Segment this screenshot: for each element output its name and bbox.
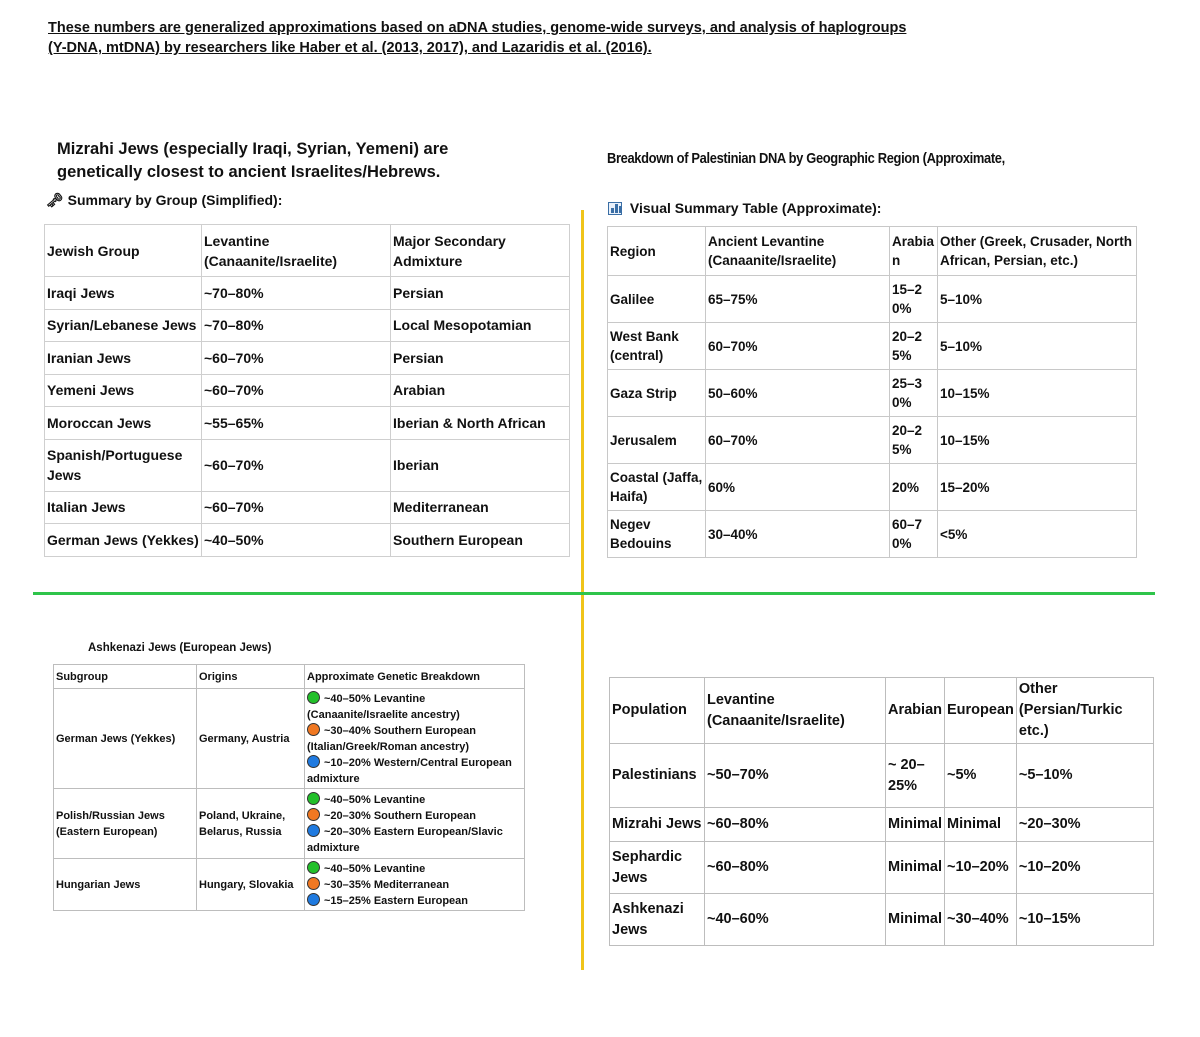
table-cell: 25–30% — [890, 370, 938, 417]
table-cell: ~60–80% — [705, 808, 886, 842]
table-row — [45, 309, 570, 342]
palestinian-heading: Breakdown of Palestinian DNA by Geographic Region (Approximate, — [607, 150, 1005, 167]
subgroup-cell: German Jews (Yekkes) — [54, 689, 197, 789]
population-comparison-table — [609, 677, 1154, 946]
table-cell: ~60–70% — [202, 491, 391, 524]
mizrahi-heading: Mizrahi Jews (especially Iraqi, Syrian, Yemeni) are genetically closest to ancient Israelites/Hebrews. — [57, 140, 449, 181]
ashkenazi-heading: Ashkenazi Jews (European Jews) — [88, 642, 272, 654]
breakdown-text: ~15–25% Eastern European — [324, 894, 468, 907]
table-cell: Minimal — [945, 808, 1017, 842]
table-row — [45, 374, 570, 407]
table-cell: 50–60% — [706, 370, 890, 417]
table-cell: 10–15% — [938, 370, 1137, 417]
column-header: Population — [610, 678, 705, 744]
table-cell: ~60–70% — [202, 374, 391, 407]
table-cell: ~40–60% — [705, 894, 886, 946]
table-cell: Iraqi Jews — [45, 277, 202, 310]
table-cell: Palestinians — [610, 744, 705, 808]
subgroup-cell: Hungarian Jews — [54, 859, 197, 911]
visual-summary-heading — [608, 200, 881, 216]
table-row — [610, 744, 1154, 808]
table-cell: 20–25% — [890, 323, 938, 370]
table-cell: Moroccan Jews — [45, 407, 202, 440]
orange-circle-icon — [307, 808, 320, 821]
table-cell: Arabian — [391, 374, 570, 407]
table-row — [54, 789, 525, 859]
table-cell: ~40–50% — [202, 524, 391, 557]
table-cell: 20% — [890, 464, 938, 511]
blue-circle-icon — [307, 824, 320, 837]
table-cell: Iranian Jews — [45, 342, 202, 375]
column-header: Subgroup — [54, 665, 197, 689]
column-header: Other (Persian/Turkic etc.) — [1016, 678, 1153, 744]
source-note: These numbers are generalized approximations based on aDNA studies, genome-wide surveys, and analysis of haplogroups (Y-DNA, mtDNA) by researchers like Haber et al. (2013, 2017), and Lazaridis et al. (2016). — [48, 20, 907, 56]
breakdown-text: ~40–50% Levantine — [324, 862, 426, 875]
breakdown-item — [307, 808, 522, 824]
table-row — [610, 808, 1154, 842]
green-circle-icon — [307, 792, 320, 805]
column-header: Levantine (Canaanite/Israelite) — [705, 678, 886, 744]
table-cell: Mizrahi Jews — [610, 808, 705, 842]
blue-circle-icon — [307, 755, 320, 768]
ashkenazi-table — [53, 664, 525, 911]
column-header: Other (Greek, Crusader, North African, Persian, etc.) — [938, 227, 1137, 276]
table-row — [610, 842, 1154, 894]
green-circle-icon — [307, 691, 320, 704]
jewish-groups-table — [44, 224, 570, 557]
table-cell: Ashkenazi Jews — [610, 894, 705, 946]
breakdown-item — [307, 755, 522, 787]
breakdown-item — [307, 861, 522, 877]
key-icon: 🗝 — [46, 192, 64, 208]
table-cell: Minimal — [886, 808, 945, 842]
table-cell: ~70–80% — [202, 309, 391, 342]
breakdown-item — [307, 824, 522, 856]
breakdown-text: ~20–30% Eastern European/Slavic admixture — [307, 825, 503, 854]
breakdown-text: ~40–50% Levantine — [324, 793, 426, 806]
table-cell: ~10–20% — [945, 842, 1017, 894]
table-cell: ~10–20% — [1016, 842, 1153, 894]
orange-circle-icon — [307, 877, 320, 890]
table-cell: ~70–80% — [202, 277, 391, 310]
breakdown-text: ~20–30% Southern European — [324, 809, 476, 822]
table-cell: ~55–65% — [202, 407, 391, 440]
table-cell: Persian — [391, 342, 570, 375]
table-cell: Iberian — [391, 439, 570, 491]
table-cell: Syrian/Lebanese Jews — [45, 309, 202, 342]
palestinian-regions-table — [607, 226, 1137, 558]
table-cell: Minimal — [886, 842, 945, 894]
origins-cell: Germany, Austria — [197, 689, 305, 789]
summary-heading — [46, 192, 282, 209]
table-cell: Negev Bedouins — [608, 511, 706, 558]
table-cell: Southern European — [391, 524, 570, 557]
table-cell: Sephardic Jews — [610, 842, 705, 894]
column-header: Ancient Levantine (Canaanite/Israelite) — [706, 227, 890, 276]
table-cell: <5% — [938, 511, 1137, 558]
table-cell: Italian Jews — [45, 491, 202, 524]
column-header: Arabian — [886, 678, 945, 744]
table-cell: ~5% — [945, 744, 1017, 808]
table-cell: Galilee — [608, 276, 706, 323]
breakdown-item — [307, 723, 522, 755]
breakdown-cell — [305, 789, 525, 859]
table-cell: 20–25% — [890, 417, 938, 464]
breakdown-cell — [305, 689, 525, 789]
table-cell: 60–70% — [706, 417, 890, 464]
table-cell: Mediterranean — [391, 491, 570, 524]
table-cell: ~60–70% — [202, 342, 391, 375]
table-row — [45, 439, 570, 491]
column-header: Approximate Genetic Breakdown — [305, 665, 525, 689]
origins-cell: Poland, Ukraine, Belarus, Russia — [197, 789, 305, 859]
table-cell: ~ 20–25% — [886, 744, 945, 808]
breakdown-item — [307, 792, 522, 808]
table-cell: ~60–80% — [705, 842, 886, 894]
table-cell: Jerusalem — [608, 417, 706, 464]
table-cell: Coastal (Jaffa, Haifa) — [608, 464, 706, 511]
table-cell: ~10–15% — [1016, 894, 1153, 946]
table-cell: 15–20% — [890, 276, 938, 323]
column-header: Levantine (Canaanite/Israelite) — [202, 225, 391, 277]
column-header: Origins — [197, 665, 305, 689]
column-header: Arabian — [890, 227, 938, 276]
table-cell: ~30–40% — [945, 894, 1017, 946]
summary-heading-text: Summary by Group (Simplified): — [67, 192, 283, 208]
vertical-divider — [581, 210, 584, 970]
table-cell: Iberian & North African — [391, 407, 570, 440]
table-cell: 15–20% — [938, 464, 1137, 511]
breakdown-text: ~40–50% Levantine (Canaanite/Israelite ancestry) — [307, 692, 460, 721]
table-row — [608, 276, 1137, 323]
blue-circle-icon — [307, 893, 320, 906]
horizontal-divider — [33, 592, 1155, 595]
table-row — [54, 689, 525, 789]
table-cell: 60–70% — [890, 511, 938, 558]
breakdown-cell — [305, 859, 525, 911]
table-cell: 30–40% — [706, 511, 890, 558]
table-row — [610, 894, 1154, 946]
column-header: European — [945, 678, 1017, 744]
table-row — [608, 511, 1137, 558]
table-cell: Persian — [391, 277, 570, 310]
table-cell: 5–10% — [938, 323, 1137, 370]
table-cell: 10–15% — [938, 417, 1137, 464]
breakdown-text: ~30–35% Mediterranean — [324, 878, 450, 891]
table-cell: 65–75% — [706, 276, 890, 323]
table-cell: Minimal — [886, 894, 945, 946]
column-header: Region — [608, 227, 706, 276]
table-cell: 60% — [706, 464, 890, 511]
table-cell: ~5–10% — [1016, 744, 1153, 808]
table-row — [45, 407, 570, 440]
breakdown-item — [307, 877, 522, 893]
green-circle-icon — [307, 861, 320, 874]
table-cell: ~50–70% — [705, 744, 886, 808]
table-row — [45, 524, 570, 557]
table-cell: German Jews (Yekkes) — [45, 524, 202, 557]
orange-circle-icon — [307, 723, 320, 736]
table-cell: Local Mesopotamian — [391, 309, 570, 342]
bar-chart-icon — [608, 202, 622, 215]
table-cell: Spanish/Portuguese Jews — [45, 439, 202, 491]
table-cell: Gaza Strip — [608, 370, 706, 417]
table-row — [608, 370, 1137, 417]
breakdown-text: ~30–40% Southern European (Italian/Greek/Roman ancestry) — [307, 724, 476, 753]
table-cell: 5–10% — [938, 276, 1137, 323]
table-row — [45, 342, 570, 375]
table-row — [45, 491, 570, 524]
subgroup-cell: Polish/Russian Jews (Eastern European) — [54, 789, 197, 859]
breakdown-text: ~10–20% Western/Central European admixture — [307, 756, 512, 785]
table-cell: 60–70% — [706, 323, 890, 370]
table-cell: Yemeni Jews — [45, 374, 202, 407]
origins-cell: Hungary, Slovakia — [197, 859, 305, 911]
breakdown-item — [307, 691, 522, 723]
breakdown-item — [307, 893, 522, 909]
table-cell: West Bank (central) — [608, 323, 706, 370]
column-header: Major Secondary Admixture — [391, 225, 570, 277]
table-row — [54, 859, 525, 911]
column-header: Jewish Group — [45, 225, 202, 277]
table-cell: ~20–30% — [1016, 808, 1153, 842]
table-row — [608, 464, 1137, 511]
table-row — [45, 277, 570, 310]
table-row — [608, 417, 1137, 464]
table-row — [608, 323, 1137, 370]
visual-summary-text: Visual Summary Table (Approximate): — [629, 200, 882, 216]
table-cell: ~60–70% — [202, 439, 391, 491]
